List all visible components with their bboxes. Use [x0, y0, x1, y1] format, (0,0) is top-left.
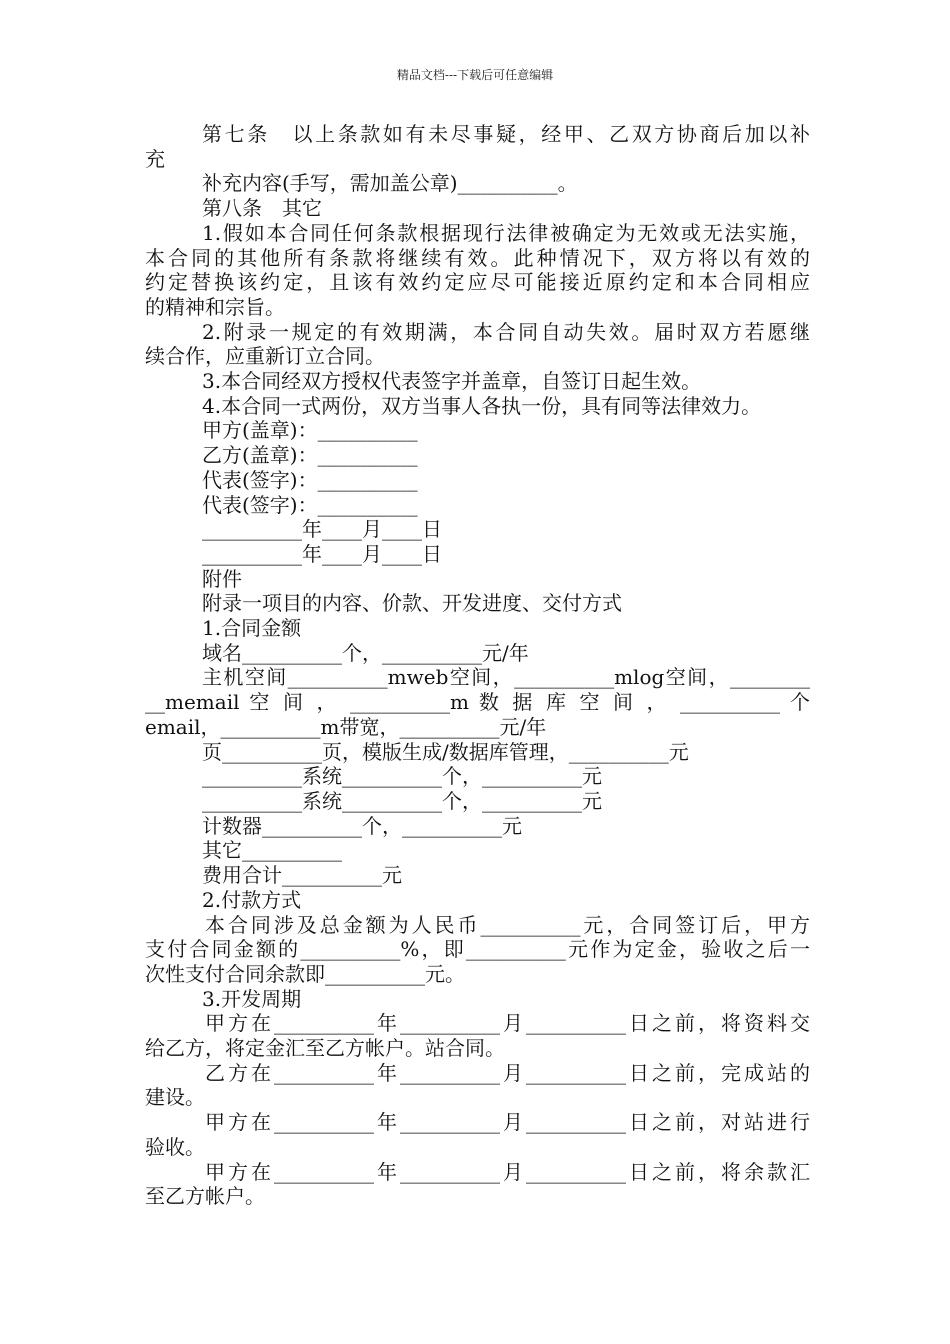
document-line: 附件 — [202, 566, 242, 591]
page-header: 精品文档---下载后可任意编辑 — [396, 68, 554, 82]
document-line: 建设。 — [145, 1085, 205, 1110]
document-line: 本合同涉及总金额为人民币__________元，合同签订后，甲方 — [205, 912, 810, 937]
document-line: __________系统__________个，__________元 — [202, 788, 602, 813]
document-line: 给乙方，将定金汇至乙方帐户。站合同。 — [145, 1036, 505, 1061]
document-line: 代表(签字)：__________ — [202, 492, 418, 517]
document-line: 第八条 其它 — [202, 196, 322, 221]
document-line: __________年____月____日 — [202, 541, 442, 566]
document-line: 4.本合同一式两份，双方当事人各执一份，具有同等法律效力。 — [202, 393, 762, 418]
document-line: 本合同的其他所有条款将继续有效。此种情况下，双方将以有效的 — [145, 245, 810, 270]
document-line: 3.本合同经双方授权代表签字并盖章，自签订日起生效。 — [202, 369, 702, 394]
document-line: 其它__________ — [202, 838, 342, 863]
document-line: __memail 空 间 ， __________m 数 据 库 空 间 ， __________ 个 — [145, 690, 810, 715]
document-line: 次性支付合同余款即__________元。 — [145, 961, 465, 986]
document-line: 约定替换该约定，且该有效约定应尽可能接近原约定和本合同相应 — [145, 270, 810, 295]
document-line: 支付合同金额的__________%，即__________元作为定金，验收之后一 — [145, 937, 810, 962]
document-line: 甲方在__________年__________月__________日之前，将资料交 — [205, 1011, 810, 1036]
document-line: 2.付款方式 — [202, 887, 302, 912]
document-line: 乙方在__________年__________月__________日之前，完成站的 — [205, 1060, 810, 1085]
document-line: 至乙方帐户。 — [145, 1184, 265, 1209]
document-line: email，__________m带宽，__________元/年 — [145, 714, 547, 739]
document-line: 的精神和宗旨。 — [145, 294, 285, 319]
document-line: 乙方(盖章)：__________ — [202, 443, 418, 468]
document-line: 充 — [145, 146, 165, 171]
document-line: 费用合计__________元 — [202, 863, 402, 888]
document-line: __________年____月____日 — [202, 517, 442, 542]
document-line: 甲方在__________年__________月__________日之前，对站进行 — [205, 1110, 810, 1135]
document-line: 验收。 — [145, 1134, 205, 1159]
document-line: 甲方(盖章)：__________ — [202, 418, 418, 443]
document-line: 代表(签字)：__________ — [202, 467, 418, 492]
document-line: 页__________页，模版生成/数据库管理，__________元 — [202, 739, 689, 764]
document-line: 附录一项目的内容、价款、开发进度、交付方式 — [202, 591, 622, 616]
document-line: 续合作，应重新订立合同。 — [145, 344, 385, 369]
document-line: 3.开发周期 — [202, 986, 302, 1011]
document-body — [145, 122, 810, 1209]
document-line: 2.附录一规定的有效期满，本合同自动失效。届时双方若愿继 — [202, 319, 810, 344]
document-line: 1.假如本合同任何条款根据现行法律被确定为无效或无法实施， — [202, 220, 810, 245]
document-line: __________系统__________个，__________元 — [202, 764, 602, 789]
document-line: 第七条 以上条款如有未尽事疑，经甲、乙双方协商后加以补 — [202, 122, 810, 146]
document-line: 补充内容(手写，需加盖公章)__________。 — [202, 171, 578, 196]
document-line: 1.合同金额 — [202, 616, 302, 641]
document-line: 主机空间__________mweb空间，__________mlog空间，________ — [202, 665, 810, 690]
document-line: 计数器__________个，__________元 — [202, 813, 522, 838]
document-line: 甲方在__________年__________月__________日之前，将余款汇 — [205, 1159, 810, 1184]
document-line: 域名__________个，__________元/年 — [202, 640, 529, 665]
